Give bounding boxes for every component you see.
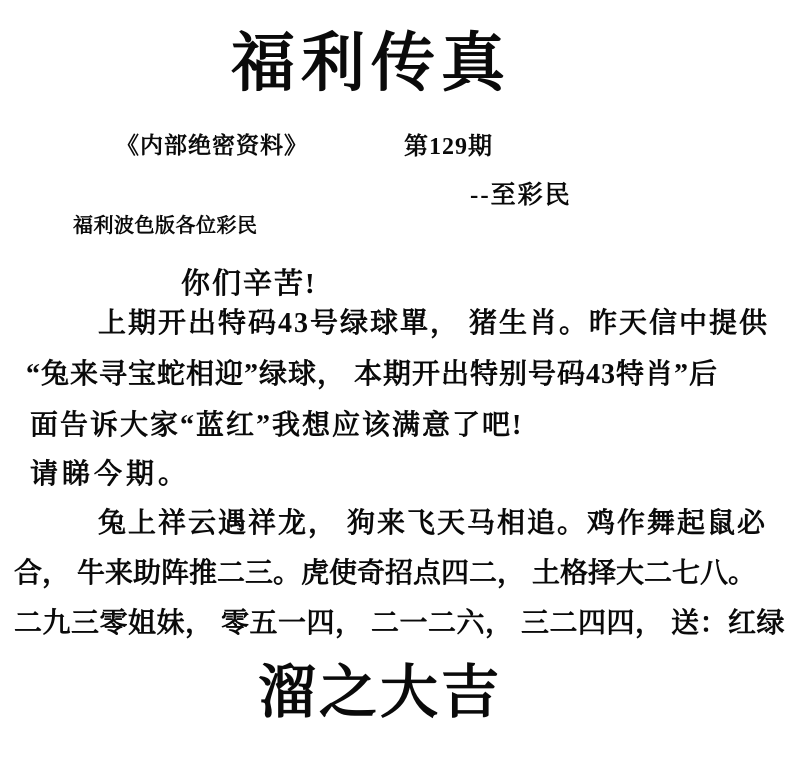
classification-label: 《内部绝密资料》	[116, 133, 308, 158]
watch-this-issue-line: 请睇今期。	[30, 459, 191, 490]
paragraph1-line3: 面告诉大家“蓝红”我想应该满意了吧!	[30, 410, 524, 441]
paragraph1-line1: 上期开出特码43号绿球單， 猪生肖。昨天信中提供	[98, 308, 770, 339]
closing-phrase: 溜之大吉	[258, 660, 503, 725]
page-title: 福利传真	[231, 28, 511, 99]
paragraph2-line2: 合， 牛来助阵推二三。虎使奇招点四二， 土格择大二七八。	[14, 558, 757, 589]
issue-number: 第129期	[404, 134, 493, 160]
greeting-line: 你们辛苦!	[181, 268, 317, 300]
paragraph2-line1: 兔上祥云遇祥龙， 狗来飞天马相追。鸡作舞起鼠必	[98, 508, 768, 539]
paragraph2-line3: 二九三零姐妹， 零五一四， 二一二六， 三二四四， 送：红绿	[14, 608, 785, 639]
salutation-line: 福利波色版各位彩民	[73, 215, 258, 237]
paragraph1-line2: “兔来寻宝蛇相迎”绿球， 本期开出特别号码43特肖”后	[26, 359, 719, 390]
dedication-line: --至彩民	[470, 182, 572, 209]
